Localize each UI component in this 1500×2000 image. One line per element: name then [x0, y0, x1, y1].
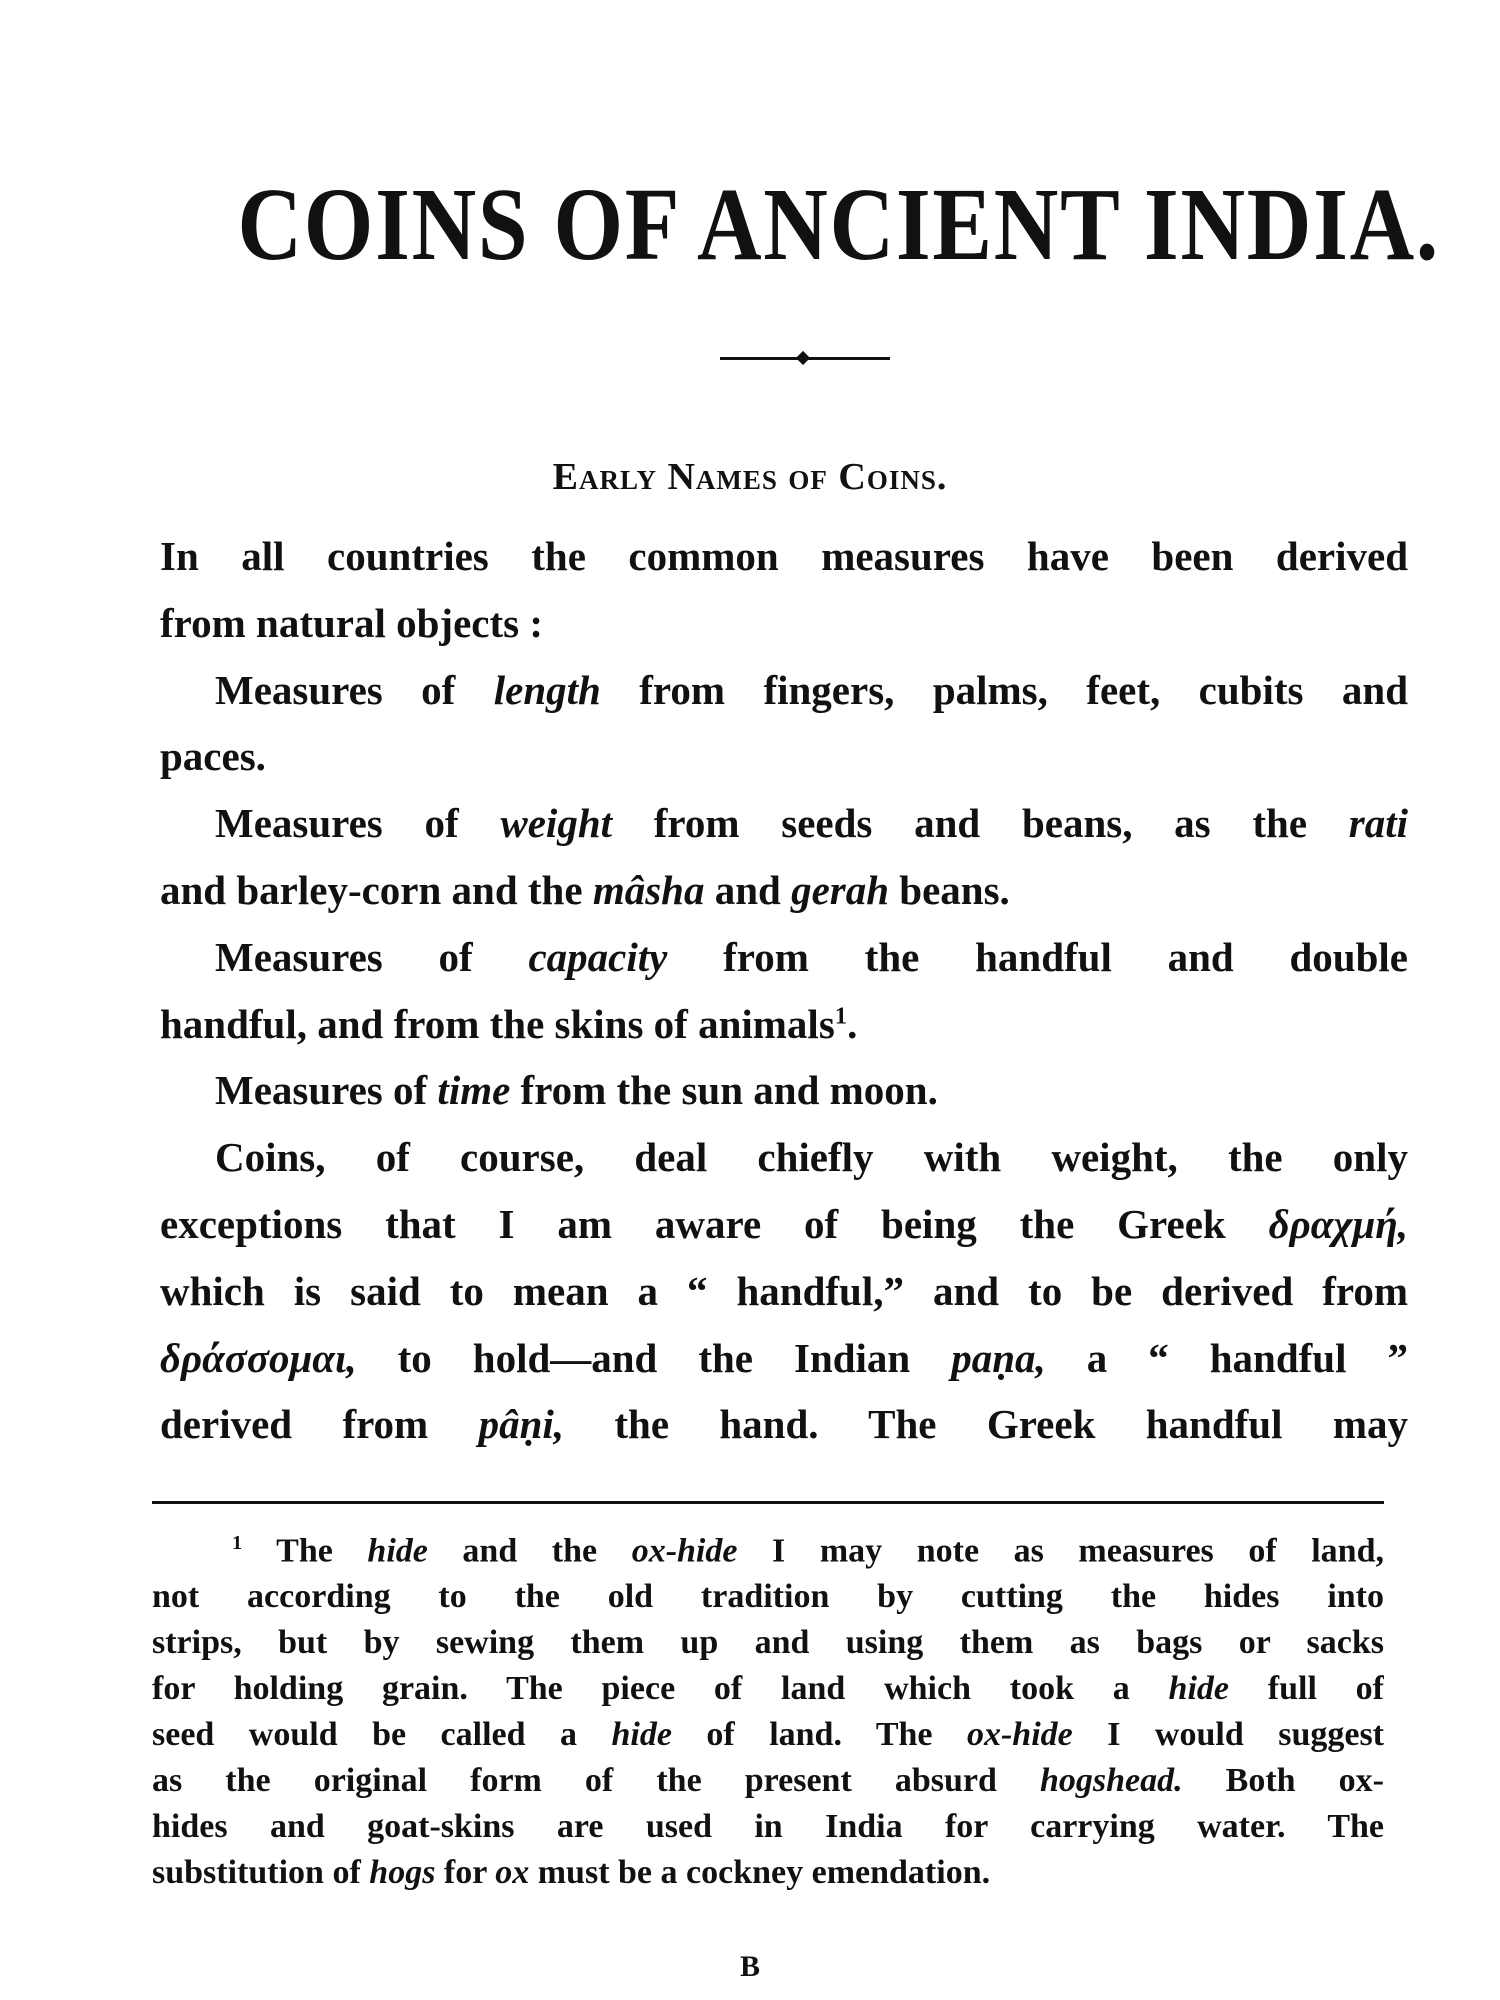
text-run: from natural objects : [160, 599, 543, 646]
text-run: and [704, 867, 792, 913]
text-run: must be a cockney emendation. [529, 1854, 991, 1891]
text-run: which is said to mean a “ handful,” and to be derived from [160, 1267, 1408, 1314]
text-run: the hand. The Greek handful may [564, 1401, 1408, 1448]
italic-term: ox [495, 1854, 530, 1891]
italic-term: ox-hide [966, 1716, 1073, 1753]
text-line [215, 1133, 1408, 1200]
text-run: from fingers, palms, feet, cubits and [600, 666, 1408, 713]
text-run: Measures of [215, 1067, 438, 1114]
text-line [160, 1400, 1408, 1467]
signature-mark: B [739, 1950, 760, 1983]
italic-term: weight [500, 800, 613, 847]
italic-term: hogs [369, 1854, 436, 1891]
text-run: derived from [160, 1401, 479, 1448]
text-line [215, 799, 1408, 866]
text-line [160, 599, 1408, 666]
italic-term: hide [611, 1716, 672, 1753]
ornament-rule [720, 357, 890, 360]
text-run: . [847, 1000, 858, 1047]
text-run: seed would be called a [152, 1716, 612, 1753]
footnote-marker: 1 [232, 1532, 243, 1554]
italic-term: hide [1168, 1670, 1229, 1707]
text-run: hides and goat-skins are used in India for carrying water. The [152, 1808, 1384, 1845]
italic-term: ox-hide [631, 1532, 738, 1570]
text-line [160, 732, 1408, 799]
text-run: The [242, 1532, 368, 1570]
text-line [215, 1066, 1408, 1133]
text-run: for holding grain. The piece of land which took a [152, 1670, 1169, 1707]
text-run: from seeds and beans, as the [612, 800, 1349, 847]
text-run: paces. [160, 733, 266, 780]
footnote-line [152, 1716, 1384, 1762]
footnote-line [152, 1670, 1384, 1716]
text-run: from the handful and double [667, 933, 1408, 980]
text-run: to hold—and the Indian [356, 1334, 952, 1381]
italic-term: paṇa, [951, 1334, 1046, 1381]
text-run: I would suggest [1072, 1716, 1384, 1753]
footnote-line [232, 1532, 1384, 1578]
footnote-marker: 1 [834, 1001, 848, 1029]
text-run: Both ox- [1182, 1762, 1384, 1799]
text-run: of land. The [671, 1716, 967, 1753]
italic-term: gerah [791, 867, 890, 913]
text-run: as the original form of the present absurd [152, 1762, 1040, 1799]
text-line [215, 666, 1408, 733]
italic-term: rati [1348, 800, 1408, 847]
italic-term: hogshead. [1039, 1762, 1183, 1799]
text-run: beans. [889, 867, 1010, 913]
text-run: from the sun and moon. [510, 1067, 938, 1114]
text-line [160, 1000, 1408, 1067]
footnote-line [152, 1762, 1384, 1808]
text-line [160, 866, 1408, 933]
text-run: not according to the old tradition by cutting the hides into [152, 1578, 1384, 1615]
text-run: exceptions that I am aware of being the Greek [160, 1201, 1269, 1247]
italic-term: time [437, 1067, 511, 1114]
section-heading: Early Names of Coins. [552, 456, 948, 498]
text-run: In all countries the common measures have been derived [160, 533, 1408, 579]
italic-term: δραχμή, [1268, 1201, 1408, 1247]
text-run: Measures of [215, 800, 501, 847]
italic-term: hide [367, 1532, 428, 1570]
text-run: Measures of [215, 933, 529, 980]
text-line [160, 532, 1408, 599]
text-run: and barley-corn and the [160, 867, 593, 913]
footnote-line [152, 1854, 1384, 1900]
text-line [215, 933, 1408, 1000]
text-run: full of [1229, 1670, 1384, 1707]
text-run: substitution of [152, 1854, 370, 1891]
italic-term: length [493, 666, 601, 713]
footnote-line [152, 1624, 1384, 1670]
footnote-line [152, 1808, 1384, 1854]
page-title: COINS OF ANCIENT INDIA. [237, 167, 1441, 282]
text-run: and the [427, 1532, 632, 1570]
text-run: handful, and from the skins of animals [160, 1000, 835, 1047]
text-run: for [435, 1854, 496, 1891]
text-run: a “ handful ” [1045, 1334, 1408, 1381]
footnote-rule [152, 1501, 1384, 1504]
footnote-line [152, 1578, 1384, 1624]
text-line [160, 1200, 1408, 1267]
text-line [160, 1267, 1408, 1334]
text-run: I may note as measures of land, [737, 1532, 1384, 1570]
text-run: strips, but by sewing them up and using them as bags or sacks [152, 1624, 1384, 1661]
italic-term: δράσσομαι, [160, 1334, 357, 1381]
italic-term: mâsha [592, 867, 705, 913]
text-run: Coins, of course, deal chiefly with weight, the only [215, 1134, 1408, 1181]
text-line [160, 1334, 1408, 1401]
italic-term: capacity [528, 933, 668, 980]
italic-term: pâṇi, [478, 1401, 565, 1448]
text-run: Measures of [215, 666, 494, 713]
